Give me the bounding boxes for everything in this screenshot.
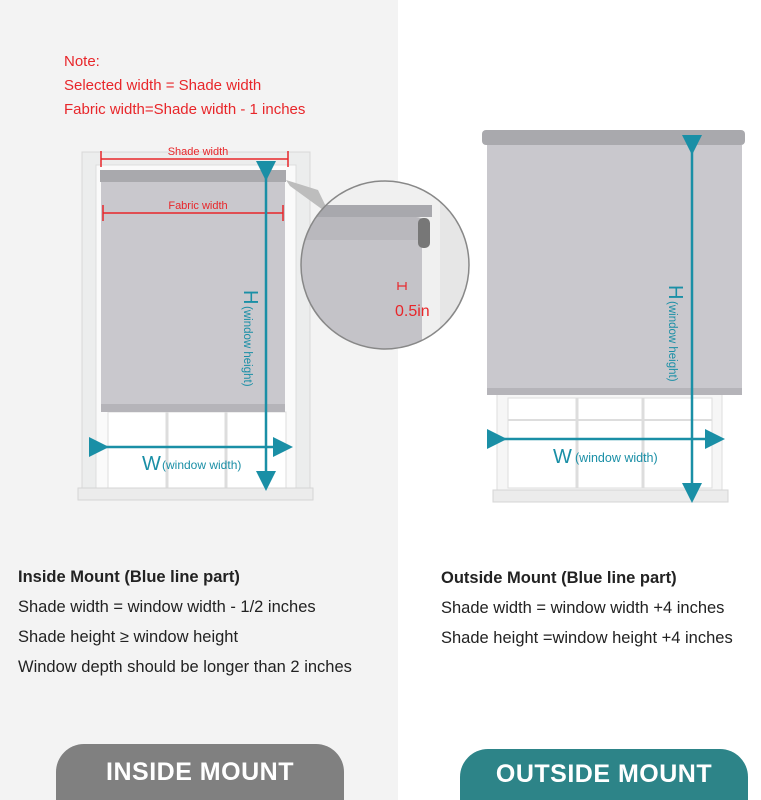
outside-spec-line: Shade width = window width +4 inches [441, 599, 725, 617]
outside-shade [482, 130, 745, 395]
inside-spec-line: Window depth should be longer than 2 inches [18, 658, 352, 676]
outside-w-letter: W [553, 446, 572, 468]
outside-h-label: (window height) [666, 301, 678, 382]
note-line: Selected width = Shade width [64, 77, 262, 94]
inside-h-label: (window height) [241, 306, 253, 387]
outside-w-label: (window width) [575, 451, 658, 465]
inside-spec-heading: Inside Mount (Blue line part) [18, 568, 240, 586]
outside-spec-line: Shade height =window height +4 inches [441, 629, 733, 647]
inside-w-label: (window width) [162, 458, 242, 472]
gap-label: 0.5in [395, 303, 430, 320]
outside-spec-heading: Outside Mount (Blue line part) [441, 569, 677, 587]
outside-mount-spec [441, 563, 733, 653]
inside-spec-line: Shade height ≥ window height [18, 628, 239, 646]
zoom-detail-circle [286, 180, 470, 360]
inside-mount-button[interactable]: INSIDE MOUNT [56, 744, 344, 800]
note-block [64, 50, 305, 122]
inside-mount-spec [18, 562, 352, 682]
inside-h-letter: H [239, 290, 261, 305]
outside-mount-button[interactable]: OUTSIDE MOUNT [460, 749, 748, 800]
note-title: Note: [64, 53, 100, 70]
fabric-width-label: Fabric width [168, 200, 228, 212]
outside-h-letter: H [664, 285, 686, 300]
inside-spec-line: Shade width = window width - 1/2 inches [18, 598, 316, 616]
shade-width-label: Shade width [167, 146, 229, 158]
inside-w-letter: W [142, 453, 161, 475]
note-line: Fabric width=Shade width - 1 inches [64, 101, 306, 118]
